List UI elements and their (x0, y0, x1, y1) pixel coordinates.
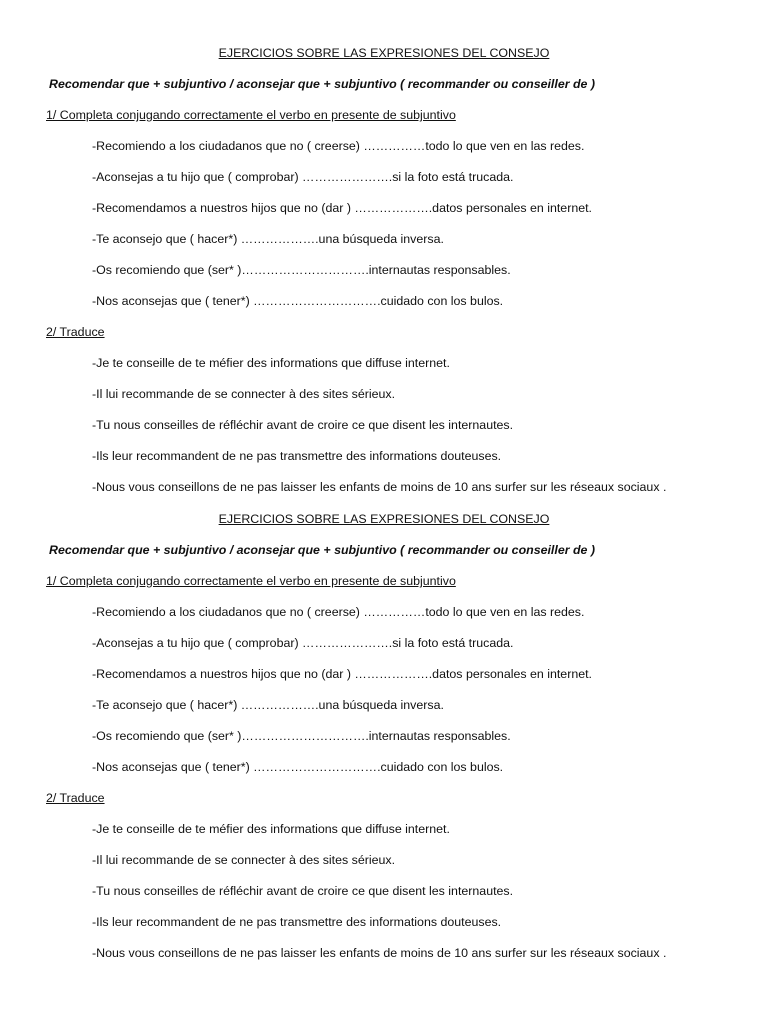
exercise-1-item: -Os recomiendo que (ser* )………………………….internautas responsables. (92, 263, 511, 277)
exercise-1-heading: 1/ Completa conjugando correctamente el verbo en presente de subjuntivo (46, 108, 456, 122)
worksheet-title: EJERCICIOS SOBRE LAS EXPRESIONES DEL CONSEJO (218, 512, 550, 526)
exercise-1-item: -Te aconsejo que ( hacer*) ……………….una búsqueda inversa. (92, 698, 444, 712)
exercise-1-item: -Aconsejas a tu hijo que ( comprobar) ………………….si la foto está trucada. (92, 636, 514, 650)
exercise-1-item: -Recomiendo a los ciudadanos que no ( creerse) ……………todo lo que ven en las redes. (92, 605, 585, 619)
exercise-2-item: -Il lui recommande de se connecter à des sites sérieux. (92, 853, 396, 867)
exercise-2-item: -Ils leur recommandent de ne pas transmettre des informations douteuses. (92, 449, 502, 463)
exercise-2-item: -Nous vous conseillons de ne pas laisser les enfants de moins de 10 ans surfer sur les réseaux sociaux . (92, 946, 667, 960)
exercise-2-item: -Tu nous conseilles de réfléchir avant de croire ce que disent les internautes. (92, 418, 514, 432)
worksheet-title: EJERCICIOS SOBRE LAS EXPRESIONES DEL CONSEJO (218, 46, 550, 60)
exercise-1-item: -Aconsejas a tu hijo que ( comprobar) ………………….si la foto está trucada. (92, 170, 514, 184)
exercise-2-heading: 2/ Traduce (46, 791, 105, 805)
exercise-2-item: -Ils leur recommandent de ne pas transmettre des informations douteuses. (92, 915, 502, 929)
worksheet-subtitle: Recomendar que + subjuntivo / aconsejar que + subjuntivo ( recommander ou conseiller de ) (49, 543, 596, 557)
exercise-2-item: -Je te conseille de te méfier des informations que diffuse internet. (92, 356, 450, 370)
worksheet-subtitle: Recomendar que + subjuntivo / aconsejar que + subjuntivo ( recommander ou conseiller de ) (49, 77, 596, 91)
exercise-1-item: -Nos aconsejas que ( tener*) ………………………….cuidado con los bulos. (92, 294, 504, 308)
exercise-2-item: -Nous vous conseillons de ne pas laisser les enfants de moins de 10 ans surfer sur les réseaux sociaux . (92, 480, 667, 494)
exercise-2-heading: 2/ Traduce (46, 325, 105, 339)
exercise-1-item: -Os recomiendo que (ser* )………………………….internautas responsables. (92, 729, 511, 743)
exercise-1-item: -Recomendamos a nuestros hijos que no (dar ) ……………….datos personales en internet. (92, 667, 592, 681)
exercise-2-item: -Tu nous conseilles de réfléchir avant de croire ce que disent les internautes. (92, 884, 514, 898)
exercise-1-item: -Nos aconsejas que ( tener*) ………………………….cuidado con los bulos. (92, 760, 504, 774)
exercise-1-heading: 1/ Completa conjugando correctamente el verbo en presente de subjuntivo (46, 574, 456, 588)
exercise-2-item: -Il lui recommande de se connecter à des sites sérieux. (92, 387, 396, 401)
exercise-1-item: -Te aconsejo que ( hacer*) ……………….una búsqueda inversa. (92, 232, 444, 246)
exercise-2-item: -Je te conseille de te méfier des informations que diffuse internet. (92, 822, 450, 836)
exercise-1-item: -Recomiendo a los ciudadanos que no ( creerse) ……………todo lo que ven en las redes. (92, 139, 585, 153)
exercise-1-item: -Recomendamos a nuestros hijos que no (dar ) ……………….datos personales en internet. (92, 201, 592, 215)
